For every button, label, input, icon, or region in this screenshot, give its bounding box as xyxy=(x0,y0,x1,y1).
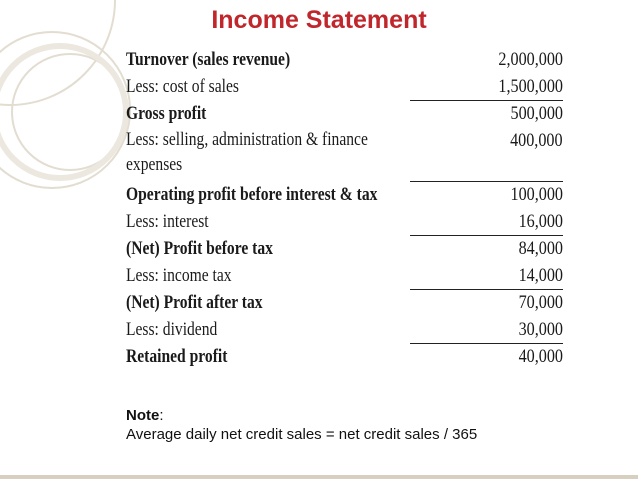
row-label: Less: interest xyxy=(126,211,209,232)
row-value: 1,500,000 xyxy=(498,76,563,97)
row-dividend xyxy=(126,316,563,343)
row-value: 400,000 xyxy=(510,130,563,151)
row-expenses xyxy=(126,127,563,181)
row-label: (Net) Profit after tax xyxy=(126,292,263,313)
row-interest xyxy=(126,208,563,235)
row-value: 16,000 xyxy=(518,211,563,232)
note-heading-line xyxy=(126,406,477,425)
row-retained-profit xyxy=(126,343,563,370)
row-label: Less: cost of sales xyxy=(126,76,239,97)
row-value: 30,000 xyxy=(518,319,563,340)
row-label: Turnover (sales revenue) xyxy=(126,49,291,70)
row-value: 40,000 xyxy=(518,346,563,367)
row-label: Less: dividend xyxy=(126,319,218,340)
row-label: (Net) Profit before tax xyxy=(126,238,273,259)
row-value: 84,000 xyxy=(518,238,563,259)
row-value: 14,000 xyxy=(518,265,563,286)
income-statement-table xyxy=(126,46,563,370)
note-text: Average daily net credit sales = net credit sales / 365 xyxy=(126,426,478,443)
row-value: 500,000 xyxy=(510,103,563,124)
row-label: Gross profit xyxy=(126,103,207,124)
row-label: Less: selling, administration & finance expenses xyxy=(126,129,368,175)
row-gross-profit xyxy=(126,100,563,127)
row-income-tax xyxy=(126,262,563,289)
row-label: Operating profit before interest & tax xyxy=(126,184,378,205)
row-label: Retained profit xyxy=(126,346,228,367)
row-value: 2,000,000 xyxy=(498,49,563,70)
row-cost-of-sales xyxy=(126,73,563,100)
note-block xyxy=(126,406,477,444)
row-value: 100,000 xyxy=(510,184,563,205)
note-heading-colon: : xyxy=(159,407,164,424)
row-value: 70,000 xyxy=(518,292,563,313)
row-label: Less: income tax xyxy=(126,265,232,286)
note-heading: Note xyxy=(126,407,160,424)
row-turnover xyxy=(126,46,563,73)
bottom-band xyxy=(0,475,638,479)
row-operating-profit xyxy=(126,181,563,208)
page-title: Income Statement xyxy=(211,6,427,34)
row-profit-before-tax xyxy=(126,235,563,262)
row-profit-after-tax xyxy=(126,289,563,316)
